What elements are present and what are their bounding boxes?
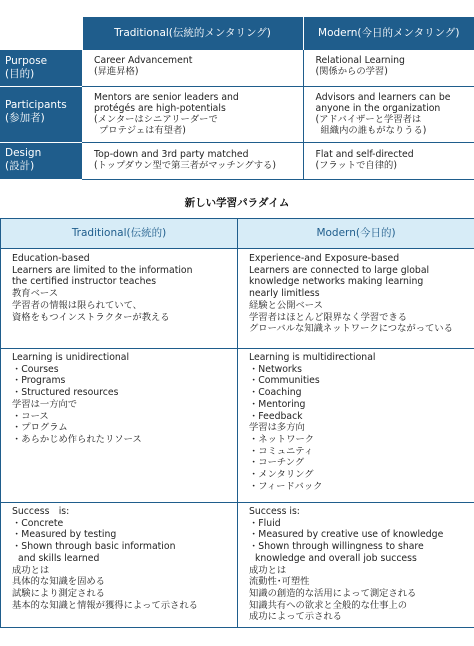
row-label-ja: (参加者) xyxy=(5,111,45,124)
cell-text-en: anyone in the organization xyxy=(315,102,441,114)
header-modern: Modern(今日的) xyxy=(238,219,474,249)
cell-line: 経験と公開ベース xyxy=(249,299,323,311)
row-label-purpose xyxy=(0,49,82,86)
cell-line: ・コーチング xyxy=(249,457,305,469)
cell-line: ・プログラム xyxy=(12,422,68,434)
cell-line: the certified instructor teaches xyxy=(12,276,157,288)
cell-text-en: Mentors are senior leaders and xyxy=(94,91,239,103)
purpose-modern-cell xyxy=(303,49,474,86)
cell-text-ja: (昇進昇格) xyxy=(94,65,139,77)
cell-text-ja: (トップダウン型で第三者がマッチングする) xyxy=(94,159,276,171)
cell-line: ・Feedback xyxy=(249,410,303,422)
cell-line: ・Communities xyxy=(249,375,320,387)
learning-modern-cell xyxy=(238,349,474,503)
cell-line: Learning is unidirectional xyxy=(12,352,130,363)
cell-line: ・Networks xyxy=(249,363,302,375)
row-label-design xyxy=(0,142,82,179)
cell-line: ・Coaching xyxy=(249,387,302,399)
cell-text-en: Advisors and learners can be xyxy=(315,91,451,103)
cell-text-ja: (アドバイザーと学習者は xyxy=(315,113,422,125)
cell-line: Learners are limited to the information xyxy=(12,264,193,276)
cell-line: 基本的な知識と情報が獲得によって示される xyxy=(12,599,198,611)
cell-line: Education-based xyxy=(12,253,90,264)
cell-line: 学習者の情報は限られていて、 xyxy=(12,299,142,311)
cell-line: ・あらかじめ作られたリソース xyxy=(12,433,142,445)
row-label-en: Participants xyxy=(5,98,67,111)
cell-line: ・Shown through basic information xyxy=(12,541,176,553)
participants-traditional-cell xyxy=(82,86,303,142)
design-traditional-cell xyxy=(82,142,303,179)
cell-line: 具体的な知識を固める xyxy=(12,576,105,588)
row-label-en: Purpose xyxy=(5,54,48,67)
cell-line: ・Shown through willingness to share xyxy=(249,541,424,553)
cell-line: ・Measured by testing xyxy=(12,529,117,541)
cell-line: ・Mentoring xyxy=(249,398,306,410)
cell-text-en: protégés are high-potentials xyxy=(94,102,226,114)
cell-line: 成功によって示される xyxy=(249,611,342,623)
cell-text-ja: (フラットで自律的) xyxy=(315,159,397,171)
cell-text-en: Top-down and 3rd party matched xyxy=(94,148,249,160)
cell-line: 成功とは xyxy=(12,564,50,576)
cell-text-ja: プロテジェは有望者) xyxy=(99,124,186,136)
cell-text-ja: (メンターはシニアリーダーで xyxy=(94,113,218,125)
cell-line: ・ネットワーク xyxy=(249,433,315,445)
row-label-participants xyxy=(0,86,82,142)
cell-line: 教育ベース xyxy=(12,288,59,300)
cell-line: ・フィードバック xyxy=(249,480,323,492)
cell-line: Success is: xyxy=(249,506,300,517)
learning-paradigm-table xyxy=(0,218,474,628)
cell-line: ・Structured resources xyxy=(12,387,119,399)
cell-line: 知識共有への欲求と全般的な仕事上の xyxy=(249,599,408,611)
cell-line: Success is: xyxy=(12,506,70,517)
experience-modern-cell xyxy=(238,249,474,349)
mentoring-comparison-table xyxy=(0,17,474,180)
cell-line: ・Courses xyxy=(12,363,59,375)
section-heading: 新しい学習パラダイム xyxy=(184,197,290,209)
cell-line: ・Concrete xyxy=(12,517,64,529)
cell-line: knowledge networks making learning xyxy=(249,276,424,288)
cell-line: 知識の創造的な活用によって測定される xyxy=(249,587,417,599)
table-corner xyxy=(0,17,82,49)
cell-line: ・Programs xyxy=(12,375,66,387)
success-traditional-cell xyxy=(1,503,238,628)
cell-text-en: Relational Learning xyxy=(315,54,405,66)
cell-line: ・Fluid xyxy=(249,517,281,529)
cell-line: and skills learned xyxy=(18,552,100,564)
cell-line: 学習者はほとんど限界なく学習できる xyxy=(249,311,408,323)
participants-modern-cell xyxy=(303,86,474,142)
row-label-ja: (設計) xyxy=(5,159,35,172)
cell-line: 流動性･可塑性 xyxy=(249,576,310,588)
cell-line: グローバルな知識ネットワークにつながっている xyxy=(249,323,453,335)
row-label-ja: (目的) xyxy=(5,67,35,80)
cell-line: Learners are connected to large global xyxy=(249,264,430,276)
cell-line: 成功とは xyxy=(249,564,287,576)
design-modern-cell xyxy=(303,142,474,179)
header-traditional-mentoring: Traditional(伝統的メンタリング) xyxy=(82,17,303,49)
cell-line: 学習は一方向で xyxy=(12,398,78,410)
header-modern-mentoring: Modern(今日的メンタリング) xyxy=(303,17,474,49)
purpose-traditional-cell xyxy=(82,49,303,86)
cell-line: ・コミュニティ xyxy=(249,445,314,457)
row-label-en: Design xyxy=(5,146,42,159)
cell-text-en: Flat and self-directed xyxy=(315,148,414,160)
cell-line: nearly limitless xyxy=(249,288,320,300)
cell-line: 試験により測定される xyxy=(12,587,105,599)
cell-line: 資格をもつインストラクターが教える xyxy=(12,311,170,323)
cell-line: ・メンタリング xyxy=(249,469,314,481)
cell-line: Learning is multidirectional xyxy=(249,352,376,363)
cell-text-ja: (関係からの学習) xyxy=(315,65,388,77)
cell-line: Experience-and Exposure-based xyxy=(249,253,400,264)
cell-line: knowledge and overall job success xyxy=(255,552,417,564)
education-traditional-cell xyxy=(1,249,238,349)
success-modern-cell xyxy=(238,503,474,628)
cell-text-ja: 組織内の誰もがなりうる) xyxy=(320,124,427,136)
header-traditional: Traditional(伝統的) xyxy=(1,219,238,249)
cell-text-en: Career Advancement xyxy=(94,54,193,66)
learning-traditional-cell xyxy=(1,349,238,503)
cell-line: ・コース xyxy=(12,410,49,422)
cell-line: ・Measured by creative use of knowledge xyxy=(249,529,444,541)
cell-line: 学習は多方向 xyxy=(249,422,305,434)
